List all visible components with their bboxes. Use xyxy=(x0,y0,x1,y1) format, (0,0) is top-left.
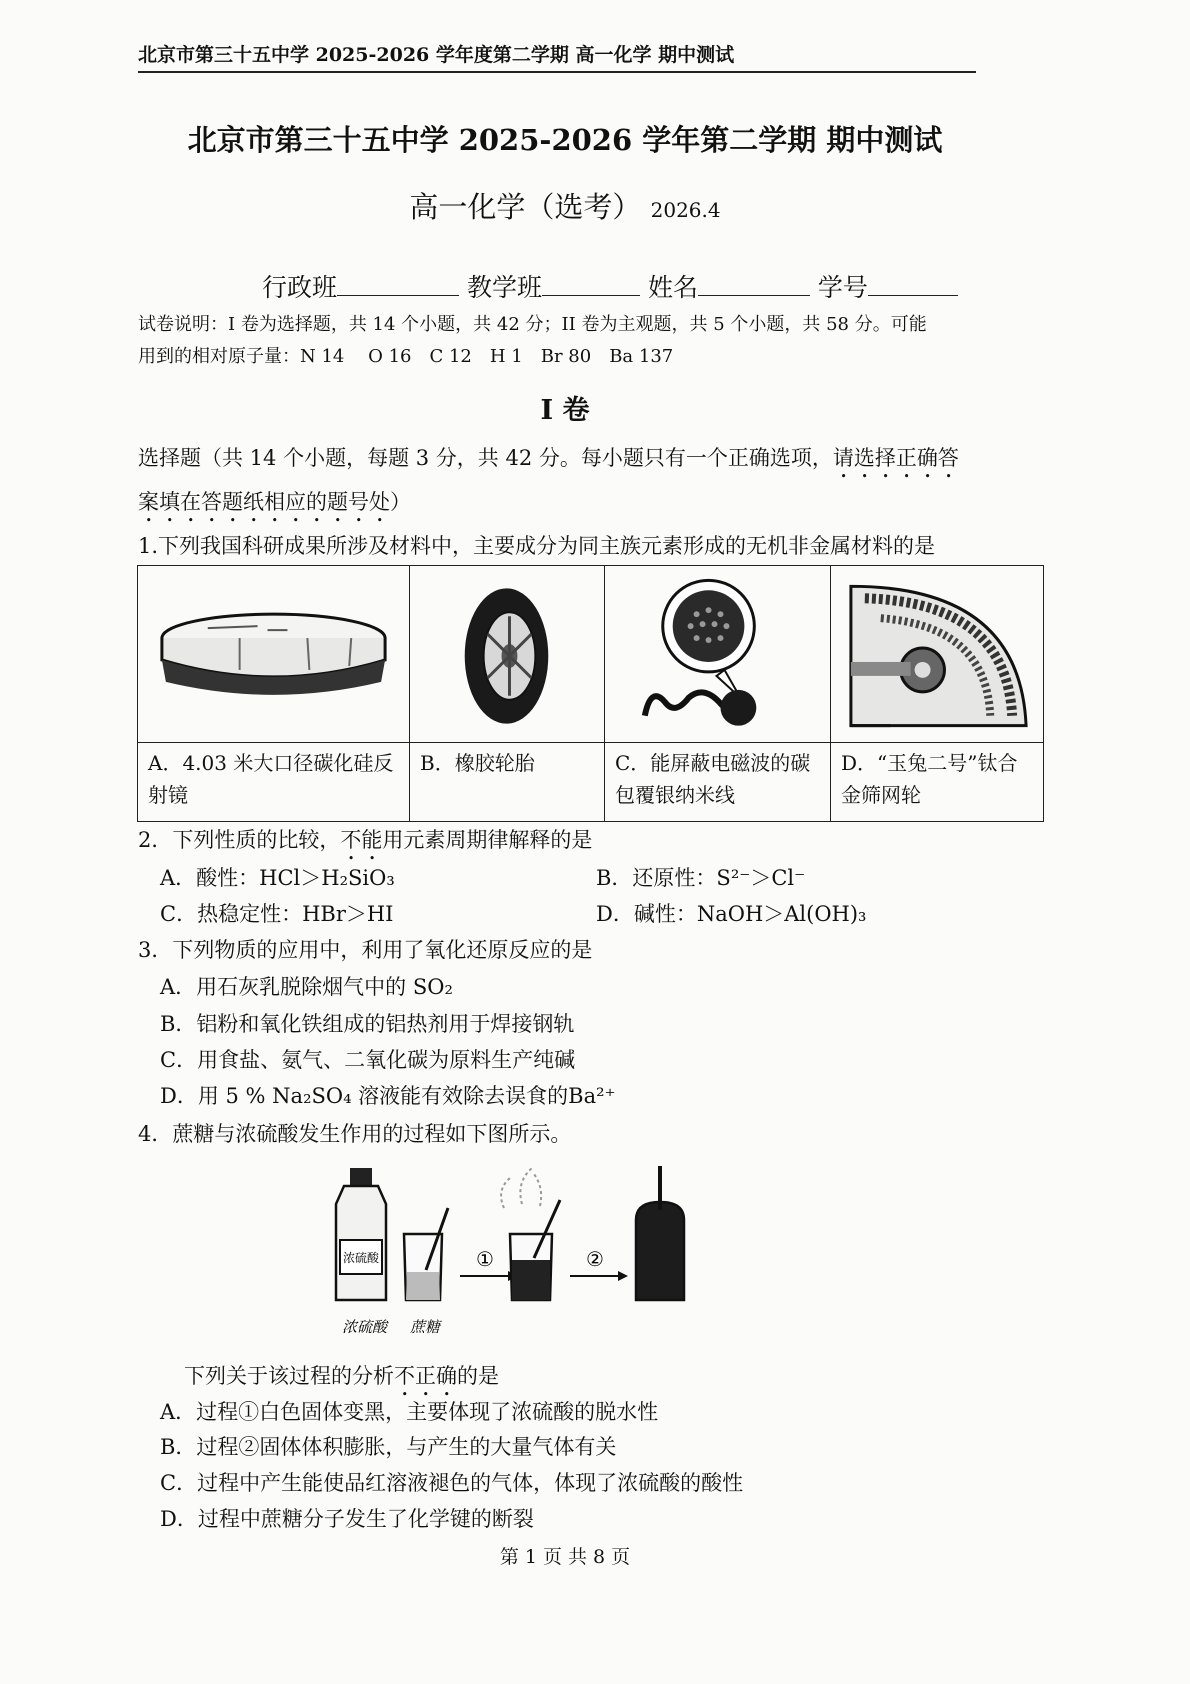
blank-class[interactable] xyxy=(337,271,459,296)
blank-id[interactable] xyxy=(868,271,958,296)
nanowire-icon xyxy=(605,566,830,742)
q1-stem: 1.下列我国科研成果所涉及材料中，主要成分为同主族元素形成的无机非金属材料的是 xyxy=(138,534,936,558)
q2-option-b: B．还原性：S²⁻＞Cl⁻ xyxy=(596,866,806,890)
field-label-teaching-class: 教学班 xyxy=(466,273,542,302)
blank-teaching-class[interactable] xyxy=(542,271,640,296)
subject-label: 高一化学（选考） xyxy=(409,190,642,224)
q4-option-b: B．过程②固体体积膨胀，与产生的大量气体有关 xyxy=(160,1435,617,1459)
q2-stem-emphasis: 不能 xyxy=(340,828,383,852)
bottle-label: 浓硫酸 xyxy=(342,1251,380,1265)
q1-option-c: C．能屏蔽电磁波的碳包覆银纳米线 xyxy=(605,743,831,822)
q4-sub-stem xyxy=(184,1360,499,1401)
q3-option-b: B．铝粉和氧化铁组成的铝热剂用于焊接钢轨 xyxy=(160,1012,575,1036)
q3-option-d: D．用 5 % Na₂SO₄ 溶液能有效除去误食的Ba²⁺ xyxy=(160,1084,616,1108)
q2-stem-b: 用元素周期律解释的是 xyxy=(382,828,593,852)
intro-text: 选择题（共 14 个小题，每题 3 分，共 42 分。每小题只有一个正确选项， xyxy=(138,446,833,470)
section-intro xyxy=(138,442,959,483)
q4-stem: 4．蔗糖与浓硫酸发生作用的过程如下图所示。 xyxy=(138,1122,572,1146)
exam-title: 北京市第三十五中学 2025-2026 学年第二学期 期中测试 xyxy=(187,123,943,157)
page-footer: 第 1 页 共 8 页 xyxy=(499,1546,631,1568)
q3-stem: 3．下列物质的应用中，利用了氧化还原反应的是 xyxy=(138,938,593,962)
q2-option-d: D．碱性：NaOH＞Al(OH)₃ xyxy=(596,902,867,926)
q1-image-c xyxy=(605,566,831,743)
q1-image-b xyxy=(410,566,605,743)
q2-stem xyxy=(138,824,592,865)
exam-date: 2026.4 xyxy=(650,198,721,222)
field-label-class: 行政班 xyxy=(262,273,338,302)
header-divider xyxy=(138,71,976,73)
q4-option-c: C．过程中产生能使品红溶液褪色的气体，体现了浓硫酸的酸性 xyxy=(160,1471,744,1495)
q1-image-d xyxy=(831,566,1044,743)
mirror-icon xyxy=(138,566,409,742)
q3-option-c: C．用食盐、氨气、二氧化碳为原料生产纯碱 xyxy=(160,1048,576,1072)
step1-label: ① xyxy=(476,1247,494,1271)
q1-option-a: A．4.03 米大口径碳化硅反射镜 xyxy=(138,743,410,822)
caption-sugar: 蔗糖 xyxy=(410,1318,441,1336)
caption-acid: 浓硫酸 xyxy=(342,1318,388,1336)
q4-option-a: A．过程①白色固体变黑，主要体现了浓硫酸的脱水性 xyxy=(160,1400,659,1424)
q1-image-a xyxy=(138,566,410,743)
field-label-id: 学号 xyxy=(817,273,868,302)
section-intro-cont xyxy=(138,486,411,527)
q1-option-b: B．橡胶轮胎 xyxy=(410,743,605,822)
section-heading: I 卷 xyxy=(540,395,590,426)
field-label-name: 姓名 xyxy=(647,273,698,302)
intro-emphasis-1: 请选择正确答 xyxy=(832,446,959,470)
step2-label: ② xyxy=(586,1247,604,1271)
q4-sub-b: 的是 xyxy=(457,1364,499,1388)
q1-options-table xyxy=(137,565,1044,822)
instructions-line1: 试卷说明：I 卷为选择题，共 14 个小题，共 42 分；II 卷为主观题，共 5 个小题，共 58 分。可能 xyxy=(138,314,927,335)
running-header: 北京市第三十五中学 2025-2026 学年度第二学期 高一化学 期中测试 xyxy=(138,44,735,66)
tire-icon xyxy=(410,566,604,742)
intro-emphasis-2: 案填在答题纸相应的题号处 xyxy=(138,490,390,514)
rover-wheel-icon xyxy=(831,566,1043,742)
q4-sub-emphasis: 不正确 xyxy=(394,1364,457,1388)
acid-bottle-icon xyxy=(336,1168,386,1300)
beaker-sugar-icon xyxy=(404,1208,448,1300)
intro-end: ） xyxy=(390,490,411,514)
beaker-reaction-icon xyxy=(501,1168,560,1300)
beaker-expanded-icon xyxy=(636,1166,684,1300)
q1-option-d: D．“玉兔二号”钛合金筛网轮 xyxy=(831,743,1044,822)
q4-sub-a: 下列关于该过程的分析 xyxy=(184,1364,394,1388)
q2-option-a: A．酸性：HCl＞H₂SiO₃ xyxy=(160,866,395,890)
q4-experiment-figure xyxy=(330,1160,700,1340)
q2-option-c: C．热稳定性：HBr＞HI xyxy=(160,902,394,926)
q3-option-a: A．用石灰乳脱除烟气中的 SO₂ xyxy=(160,975,453,999)
instructions-line2: 用到的相对原子量：N 14 O 16 C 12 H 1 Br 80 Ba 137 xyxy=(138,346,674,367)
q2-stem-a: 2．下列性质的比较， xyxy=(138,828,341,852)
blank-name[interactable] xyxy=(698,271,810,296)
exam-subtitle xyxy=(0,185,1130,226)
student-info-fields xyxy=(262,268,958,304)
q4-option-d: D．过程中蔗糖分子发生了化学键的断裂 xyxy=(160,1507,534,1531)
